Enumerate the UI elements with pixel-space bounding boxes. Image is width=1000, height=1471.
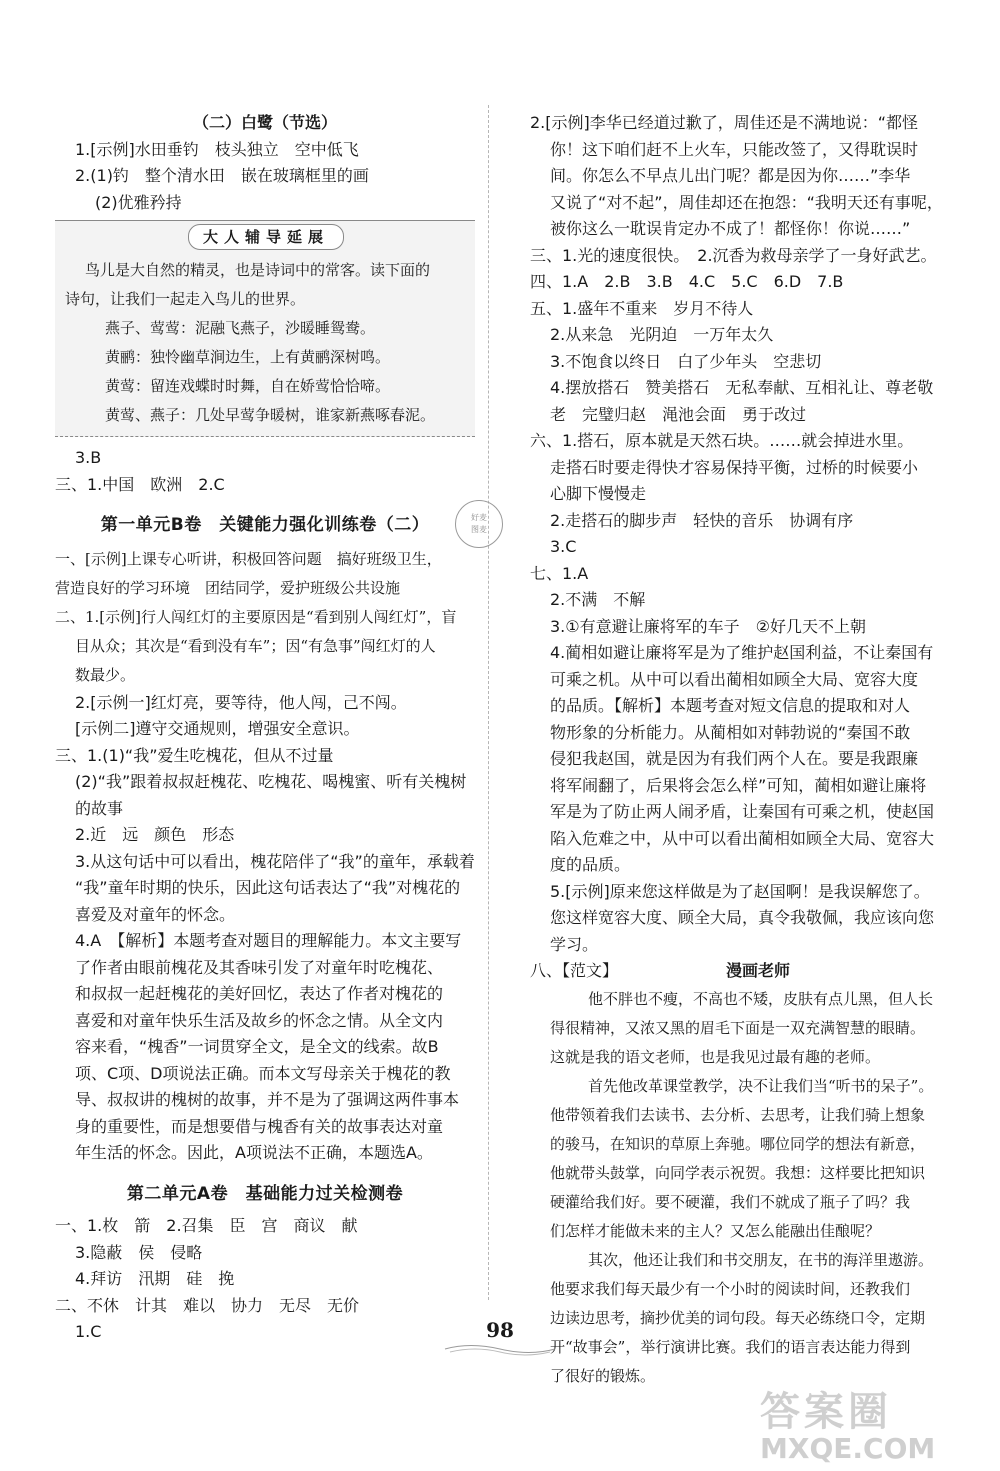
essay-line: 他带领着我们去读书、去分析、去思考，让我们骑上想象 — [550, 1105, 926, 1124]
answer-line: 度的品质。 — [550, 855, 631, 874]
essay-title: 漫画老师 — [726, 961, 791, 980]
essay-label: 八、【范文】 — [530, 961, 619, 980]
answer-line: 3.隐蔽 侯 侵略 — [75, 1242, 203, 1262]
answer-line: 喜爱及对童年的怀念。 — [75, 904, 236, 924]
answer-line: 2.[示例一]红灯亮，要等待，他人闯，己不闯。 — [75, 692, 407, 712]
answer-line: 导、叔叔讲的槐树的故事，并不是为了强调这两件事本 — [75, 1090, 460, 1109]
unit2a-title: 第二单元A卷 基础能力过关检测卷 — [126, 1183, 404, 1204]
answer-line: 营造良好的学习环境 团结同学，爱护班级公共设施 — [55, 578, 401, 597]
right-column — [530, 110, 950, 1391]
answer-line: 一、[示例]上课专心听讲，积极回答问题 搞好班级卫生， — [55, 549, 442, 568]
answer-line: “我”童年时期的快乐，因此这句话表达了“我”对槐花的 — [75, 878, 461, 897]
answer-line: 老 完璧归赵 渑池会面 勇于改过 — [550, 404, 807, 424]
answer-line: 容来看，“槐香”一词贯穿全文，是全文的线索。故B — [75, 1037, 439, 1056]
answer-line: 2.走搭石的脚步声 轻快的音乐 协调有序 — [550, 510, 854, 530]
essay-header — [530, 958, 950, 985]
essay-line: 这就是我的语文老师，也是我见过最有趣的老师。 — [550, 1047, 881, 1066]
answer-line: 数最少。 — [75, 665, 136, 684]
answer-line: 2.不满 不解 — [550, 590, 646, 609]
answer-line: 侵犯我赵国，就是因为有我们两个人在。要是我跟廉 — [550, 749, 919, 768]
answer-line: (2)优雅矜持 — [95, 192, 182, 212]
stamp-seal: 好麦 图麦 — [455, 500, 503, 548]
answer-line: 七、1.A — [530, 563, 589, 583]
page-number-ornament — [440, 1342, 560, 1356]
watermark-url: MXQE.COM — [760, 1432, 936, 1465]
essay-line: 他要求我们每天最少有一个小时的阅读时间，还教我们 — [550, 1279, 911, 1298]
essay-line: 他就带头鼓掌，向同学表示祝贺。我想：这样要比把知识 — [550, 1163, 926, 1182]
essay-line: 们怎样才能做未来的主人？又怎么能融出佳酿呢？ — [550, 1221, 881, 1240]
essay-line: 边读边思考，摘抄优美的词句段。每天必练绕口令，定期 — [550, 1308, 926, 1327]
answer-line: 4.蔺相如避让廉将军是为了维护赵国利益，不让秦国有 — [550, 643, 934, 662]
guidance-text: 诗句，让我们一起走入鸟儿的世界。 — [65, 290, 306, 308]
answer-line: 您这样宽容大度、顾全大局，真令我敬佩，我应该向您 — [550, 908, 935, 927]
answer-line: 陷入危难之中，从中可以看出蔺相如顾全大局、宽容大 — [550, 828, 935, 848]
answer-line: 和叔叔一起赶槐花的美好回忆，表达了作者对槐花的 — [75, 984, 444, 1003]
answer-line: 三、1.(1)“我”爱生吃槐花，但从不过量 — [55, 745, 334, 765]
answer-line: 物形象的分析能力。从蔺相如对韩勃说的“秦国不敢 — [550, 722, 911, 742]
answer-line: 三、1.中国 欧洲 2.C — [55, 474, 225, 494]
answer-line: 2.(1)钓 整个清水田 嵌在玻璃框里的画 — [75, 166, 369, 185]
answer-line: 二、1.[示例]行人闯红灯的主要原因是“看到别人闯红灯”，盲 — [55, 607, 457, 626]
answer-line: 三、1.光的速度很快。 2.沉香为救母亲学了一身好武艺。 — [530, 245, 937, 265]
answer-line: 可乘之机。从中可以看出蔺相如顾全大局、宽容大度 — [550, 669, 919, 689]
answer-line: 5.[示例]原来您这样做是为了赵国啊！是我误解您了。 — [550, 881, 930, 901]
answer-line: 的故事 — [75, 798, 124, 818]
poem-line: 黄鹂：独怜幽草涧边生，上有黄鹂深树鸣。 — [105, 348, 391, 366]
answer-line: 二、不休 计其 难以 协力 无尽 无价 — [55, 1295, 360, 1315]
answer-line: 3.C — [550, 537, 577, 556]
answer-line: 3.①有意避让廉将军的车子 ②好几天不上朝 — [550, 616, 866, 636]
essay-line: 其次，他还让我们和书交朋友，在书的海洋里遨游。 — [588, 1250, 934, 1269]
answer-line: 五、1.盛年不重来 岁月不待人 — [530, 298, 754, 318]
answer-line: 心脚下慢慢走 — [550, 484, 647, 503]
page-number: 98 — [486, 1318, 514, 1342]
answer-line: 一、1.枚 箭 2.召集 臣 宫 商议 献 — [55, 1216, 358, 1235]
answer-line: 2.近 远 颜色 形态 — [75, 825, 235, 844]
poem-line: 燕子、莺莺：泥融飞燕子，沙暖睡鸳鸯。 — [105, 319, 376, 337]
answer-line: 又说了“对不起”，周佳却还在抱怨：“我明天还有事呢， — [550, 192, 943, 212]
answer-line: 2.[示例]李华已经道过歉了，周佳还是不满地说：“都怪 — [530, 113, 919, 132]
answer-line: 将军闹翻了，后果将会怎么样”可知，蔺相如避让廉将 — [550, 775, 927, 795]
answer-line: 身的重要性，而是想要借与槐香有关的故事表达对童 — [75, 1116, 444, 1136]
answer-line: 3.B — [75, 448, 102, 467]
parent-guidance-title: 大人辅导延展 — [188, 224, 344, 250]
essay-line: 首先他改革课堂教学，决不让我们当“听书的呆子”。 — [588, 1076, 934, 1095]
essay-line: 的骏马，在知识的草原上奔驰。哪位同学的想法有新意， — [550, 1134, 926, 1153]
answer-line: [示例二]遵守交通规则，增强安全意识。 — [75, 719, 360, 738]
answer-line: 军是为了防止两人闹矛盾，让秦国有可乘之机，使赵国 — [550, 802, 935, 821]
answer-line: 4.A 【解析】本题考查对题目的理解能力。本文主要写 — [75, 931, 462, 950]
answer-line: 学习。 — [550, 934, 599, 954]
answer-line: 年生活的怀念。因此，A项说法不正确，本题选A。 — [75, 1143, 433, 1162]
left-column — [55, 110, 475, 1346]
essay-line: 开“故事会”，举行演讲比赛。我们的语言表达能力得到 — [550, 1337, 911, 1356]
watermark-logo-text: 答案圈 — [760, 1389, 892, 1435]
answer-line: 你！这下咱们赶不上火车，只能改签了，又得耽误时 — [550, 139, 919, 159]
answer-line: 1.C — [75, 1322, 102, 1341]
guidance-text: 鸟儿是大自然的精灵，也是诗词中的常客。读下面的 — [85, 261, 431, 279]
answer-line: 了作者由眼前槐花及其香味引发了对童年时吃槐花、 — [75, 957, 444, 977]
answer-line: 目从众；其次是“看到没有车”；因“有急事”闯红灯的人 — [75, 636, 436, 655]
essay-line: 硬灌给我们好。要不硬灌，我们不就成了瓶子了吗？我 — [550, 1192, 911, 1211]
answer-line: 3.从这句话中可以看出，槐花陪伴了“我”的童年，承载着 — [75, 851, 475, 871]
unit1b-title: 第一单元B卷 关键能力强化训练卷（二） — [100, 515, 430, 535]
answer-line: 4.拜访 汛期 硅 挽 — [75, 1269, 235, 1288]
answer-line: 六、1.搭石，原本就是天然石块。……就会掉进水里。 — [530, 431, 914, 450]
answer-line: 1.[示例]水田垂钓 枝头独立 空中低飞 — [75, 139, 359, 159]
answer-line: 3.不饱食以终日 白了少年头 空悲切 — [550, 351, 822, 371]
answer-line: 四、1.A 2.B 3.B 4.C 5.C 6.D 7.B — [530, 272, 844, 291]
answer-line: (2)“我”跟着叔叔赶槐花、吃槐花、喝槐蜜、听有关槐树 — [75, 772, 467, 791]
essay-line: 他不胖也不瘦，不高也不矮，皮肤有点儿黑，但人长 — [588, 989, 934, 1008]
answer-line: 被你这么一耽误肯定办不成了！都怪你！你说……” — [550, 219, 911, 238]
parent-guidance-box — [55, 220, 475, 437]
column-divider — [488, 105, 489, 1300]
watermark — [760, 1390, 935, 1464]
poem-line: 黄莺、燕子：几处早莺争暖树，谁家新燕啄春泥。 — [105, 406, 436, 424]
answer-line: 的品质。【解析】本题考查对短文信息的提取和对人 — [550, 696, 911, 715]
poem-line: 黄莺：留连戏蝶时时舞，自在娇莺恰恰啼。 — [105, 377, 391, 395]
answer-line: 2.从来急 光阴迫 一万年太久 — [550, 325, 774, 344]
essay-line: 了很好的锻炼。 — [550, 1366, 656, 1385]
answer-line: 间。你怎么不早点儿出门呢？都是因为你……”李华 — [550, 166, 911, 185]
section-title-egret: （二）白鹭（节选） — [192, 113, 337, 132]
essay-line: 得很精神，又浓又黑的眉毛下面是一双充满智慧的眼睛。 — [550, 1018, 926, 1037]
answer-line: 项、C项、D项说法正确。而本文写母亲关于槐花的教 — [75, 1063, 451, 1083]
answer-line: 喜爱和对童年快乐生活及故乡的怀念之情。从全文内 — [75, 1010, 444, 1030]
answer-line: 4.摆放搭石 赞美搭石 无私奉献、互相礼让、尊老敬 — [550, 378, 934, 397]
answer-line: 走搭石时要走得快才容易保持平衡，过桥的时候要小 — [550, 457, 919, 477]
